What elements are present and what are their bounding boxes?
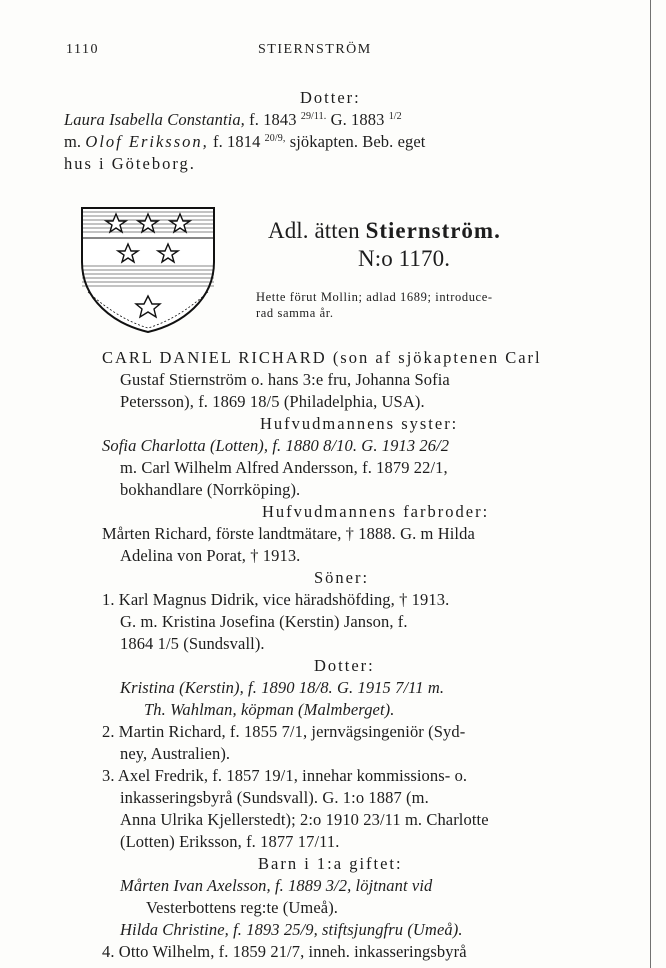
section-heading: Dotter:: [314, 656, 375, 675]
section-heading: Hufvudmannens farbroder:: [262, 502, 490, 521]
family-note: rad samma år.: [256, 306, 334, 320]
entry-line: Laura Isabella Constantia, f. 1843 $^{29/11.}$ G. 1883 $^{1/2}$: [64, 110, 402, 129]
page-number: 1110: [66, 42, 99, 57]
entry-line: m. Olof Eriksson, f. 1814 $^{20/9,}$ sjökapten. Beb. eget: [64, 132, 426, 151]
entry-line: 2. Martin Richard, f. 1855 7/1, jernvägsingeniör (Syd-: [102, 722, 466, 741]
entry-line: m. Carl Wilhelm Alfred Andersson, f. 1879 22/1,: [120, 458, 448, 477]
family-note: Hette förut Mollin; adlad 1689; introduce-: [256, 290, 493, 304]
entry-line: bokhandlare (Norrköping).: [120, 480, 301, 499]
section-heading-dotter: Dotter:: [300, 88, 361, 107]
entry-line: Hilda Christine, f. 1893 25/9, stiftsjungfru (Umeå).: [120, 920, 463, 939]
entry-line: CARL DANIEL RICHARD (son af sjökaptenen Carl: [102, 348, 542, 367]
entry-line: ney, Australien).: [120, 744, 231, 763]
entry-line: Vesterbottens reg:te (Umeå).: [146, 898, 339, 917]
coat-of-arms-icon: [78, 200, 218, 336]
entry-line: Adelina von Porat, † 1913.: [120, 546, 301, 565]
family-title: Adl. ätten Stiernström.: [268, 218, 501, 243]
family-number: N:o 1170.: [358, 246, 451, 271]
entry-line: Kristina (Kerstin), f. 1890 18/8. G. 1915 7/11 m.: [120, 678, 445, 697]
entry-line: 4. Otto Wilhelm, f. 1859 21/7, inneh. inkasseringsbyrå: [102, 942, 467, 961]
entry-line: Sofia Charlotta (Lotten), f. 1880 8/10. G. 1913 26/2: [102, 436, 450, 455]
entry-line: (Lotten) Eriksson, f. 1877 17/11.: [120, 832, 340, 851]
entry-line: 1. Karl Magnus Didrik, vice häradshöfding, † 1913.: [102, 590, 450, 609]
section-heading: Hufvudmannens syster:: [260, 414, 459, 433]
page-edge-rule: [650, 0, 651, 968]
entry-line: 3. Axel Fredrik, f. 1857 19/1, innehar kommissions- o.: [102, 766, 468, 785]
entry-line: Gustaf Stiernström o. hans 3:e fru, Johanna Sofia: [120, 370, 450, 389]
entry-line: Petersson), f. 1869 18/5 (Philadelphia, USA).: [120, 392, 425, 411]
entry-line: G. m. Kristina Josefina (Kerstin) Janson, f.: [120, 612, 408, 631]
entry-line: Mårten Ivan Axelsson, f. 1889 3/2, löjtnant vid: [120, 876, 433, 895]
running-title: STIERNSTRÖM: [258, 42, 372, 57]
entry-line: Anna Ulrika Kjellerstedt); 2:o 1910 23/11 m. Charlotte: [120, 810, 489, 829]
entry-line: Mårten Richard, förste landtmätare, † 1888. G. m Hilda: [102, 524, 475, 543]
section-heading: Barn i 1:a giftet:: [258, 854, 403, 873]
entry-line: inkasseringsbyrå (Sundsvall). G. 1:o 1887 (m.: [120, 788, 429, 807]
entry-line: 1864 1/5 (Sundsvall).: [120, 634, 265, 653]
entry-line: hus i Göteborg.: [64, 154, 196, 173]
entry-line: Th. Wahlman, köpman (Malmberget).: [144, 700, 395, 719]
section-heading: Söner:: [314, 568, 370, 587]
